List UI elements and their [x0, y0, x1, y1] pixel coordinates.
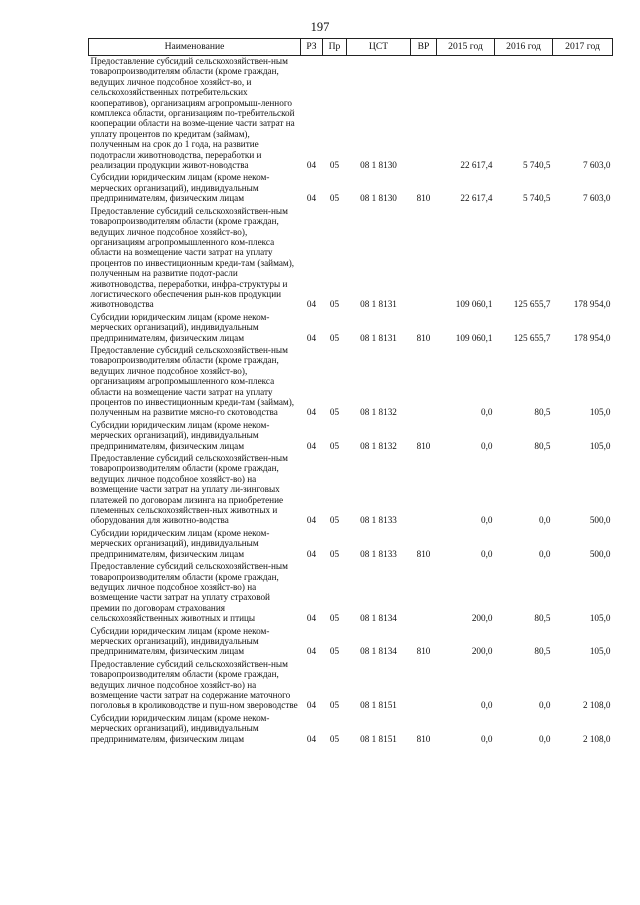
- table-row: [89, 172, 613, 205]
- row-name: Предоставление субсидий сельскохозяйствен-ным товаропроизводителям области (кроме граждан, ведущих личное подсобное хозяйст-во), организациям агропромышленного ком-плекса области на возмещение части затрат на уплату процентов по инвестиционным креди-там (займам), полученным на развитие мясно-го скотоводства: [90, 344, 295, 418]
- row-pr: 05: [329, 299, 340, 310]
- table-row: [89, 345, 613, 420]
- row-2015: 22 617,4: [460, 160, 493, 171]
- row-2017: 105,0: [589, 407, 611, 418]
- row-2017: 2 108,0: [582, 700, 611, 711]
- row-rz: 04: [306, 613, 317, 624]
- row-2015: 0,0: [481, 700, 493, 711]
- row-rz: 04: [306, 700, 317, 711]
- row-2016: 125 655,7: [513, 299, 551, 310]
- row-2017: 7 603,0: [582, 160, 611, 171]
- row-name: Предоставление субсидий сельскохозяйствен-ным товаропроизводителям области (кроме граждан, ведущих личное подсобное хозяйст-во), организациям агропромышленного ком-плекса области на возмещение части затрат на уплату процентов по инвестиционным креди-там (займам), полученным на развитие подот-расли животноводства, переработки, инфра-структуры и логистического обеспечения рын-ков продукции животноводства: [90, 205, 295, 310]
- row-cst: 08 1 8133: [360, 548, 397, 559]
- header-vr: ВР: [411, 39, 437, 56]
- row-name: Субсидии юридическим лицам (кроме неком-мерческих организаций), индивидуальным предпринимателям, физическим лицам: [90, 527, 270, 559]
- row-2015: 200,0: [471, 646, 493, 657]
- row-vr: 810: [416, 548, 431, 559]
- row-rz: 04: [306, 733, 317, 744]
- row-vr: 810: [416, 193, 431, 204]
- row-vr: [411, 206, 437, 312]
- row-cst: 08 1 8134: [360, 646, 397, 657]
- table-row: [89, 453, 613, 528]
- row-2016: 5 740,5: [522, 193, 551, 204]
- row-vr: 810: [416, 440, 431, 451]
- row-pr: 05: [329, 733, 340, 744]
- row-2016: 0,0: [539, 548, 551, 559]
- row-2017: 105,0: [589, 613, 611, 624]
- row-2015: 0,0: [481, 407, 493, 418]
- row-cst: 08 1 8132: [360, 407, 397, 418]
- row-rz: 04: [306, 332, 317, 343]
- row-2016: 80,5: [534, 613, 551, 624]
- header-2016: 2016 год: [495, 39, 553, 56]
- row-vr: 810: [416, 733, 431, 744]
- row-2015: 0,0: [481, 440, 493, 451]
- row-vr: [411, 345, 437, 420]
- table-row: [89, 56, 613, 173]
- row-cst: 08 1 8151: [360, 700, 397, 711]
- row-name: Предоставление субсидий сельскохозяйствен-ным товаропроизводителям области (кроме граждан, ведущих личное подсобное хозяйст-во, и сельскохозяйственных потребительских кооперативов), организациям агропромыш-ленного комплекса области, организациям по-требительской кооперации области на возме-щение части затрат на уплату процентов по кредитам (займам), полученным на срок до 1 года, на развитие подотрасли животноводства, переработки и реализации продукции живот-новодства: [90, 56, 295, 171]
- row-2015: 200,0: [471, 613, 493, 624]
- row-2017: 178 954,0: [573, 299, 611, 310]
- row-2015: 0,0: [481, 515, 493, 526]
- table-header-row: [89, 39, 613, 56]
- row-pr: 05: [329, 440, 340, 451]
- row-2017: 7 603,0: [582, 193, 611, 204]
- header-cst: ЦСТ: [347, 39, 411, 56]
- row-pr: 05: [329, 613, 340, 624]
- row-cst: 08 1 8131: [360, 299, 397, 310]
- row-pr: 05: [329, 332, 340, 343]
- row-rz: 04: [306, 646, 317, 657]
- row-name: Субсидии юридическим лицам (кроме неком-мерческих организаций), индивидуальным предпринимателям, физическим лицам: [90, 419, 270, 451]
- row-name: Предоставление субсидий сельскохозяйствен-ным товаропроизводителям области (кроме граждан, ведущих личное подсобное хозяйст-во) на возмещение части затрат на содержание маточного поголовья в кролиководстве и пуш-ном звероводстве: [90, 658, 298, 711]
- table-row: [89, 626, 613, 659]
- row-cst: 08 1 8151: [360, 733, 397, 744]
- row-cst: 08 1 8130: [360, 193, 397, 204]
- row-cst: 08 1 8132: [360, 440, 397, 451]
- table-row: [89, 420, 613, 453]
- row-name: Субсидии юридическим лицам (кроме неком-мерческих организаций), индивидуальным предпринимателям, физическим лицам: [90, 625, 270, 657]
- row-name: Субсидии юридическим лицам (кроме неком-мерческих организаций), индивидуальным предпринимателям, физическим лицам: [90, 311, 270, 343]
- row-cst: 08 1 8130: [360, 160, 397, 171]
- table-row: [89, 206, 613, 312]
- row-vr: 810: [416, 332, 431, 343]
- row-cst: 08 1 8131: [360, 332, 397, 343]
- row-2015: 0,0: [481, 733, 493, 744]
- row-vr: [411, 453, 437, 528]
- row-pr: 05: [329, 548, 340, 559]
- row-pr: 05: [329, 700, 340, 711]
- row-vr: [411, 659, 437, 713]
- header-2017: 2017 год: [553, 39, 613, 56]
- row-2016: 80,5: [534, 407, 551, 418]
- row-rz: 04: [306, 440, 317, 451]
- row-pr: 05: [329, 646, 340, 657]
- table-row: [89, 528, 613, 561]
- row-2017: 105,0: [589, 646, 611, 657]
- row-name: Предоставление субсидий сельскохозяйствен-ным товаропроизводителям области (кроме граждан, ведущих личное подсобное хозяйст-во) на возмещение части затрат на уплату страховой премии по договорам страхования сельскохозяйственных животных и птицы: [90, 561, 288, 624]
- row-2016: 0,0: [539, 700, 551, 711]
- row-rz: 04: [306, 515, 317, 526]
- budget-table: [88, 38, 613, 746]
- table-row: [89, 312, 613, 345]
- row-2015: 109 060,1: [455, 299, 493, 310]
- row-2015: 22 617,4: [460, 193, 493, 204]
- table-row: [89, 659, 613, 713]
- header-rz: РЗ: [301, 39, 323, 56]
- row-rz: 04: [306, 548, 317, 559]
- header-name: Наименование: [89, 39, 301, 56]
- row-name: Субсидии юридическим лицам (кроме неком-мерческих организаций), индивидуальным предпринимателям, физическим лицам: [90, 172, 270, 204]
- row-2016: 80,5: [534, 646, 551, 657]
- table-row: [89, 713, 613, 746]
- row-pr: 05: [329, 193, 340, 204]
- row-cst: 08 1 8133: [360, 515, 397, 526]
- row-rz: 04: [306, 299, 317, 310]
- row-pr: 05: [329, 407, 340, 418]
- table-row: [89, 561, 613, 625]
- row-2016: 80,5: [534, 440, 551, 451]
- row-rz: 04: [306, 193, 317, 204]
- row-vr: [411, 561, 437, 625]
- row-2017: 500,0: [589, 515, 611, 526]
- row-vr: [411, 56, 437, 173]
- header-2015: 2015 год: [437, 39, 495, 56]
- row-vr: 810: [416, 646, 431, 657]
- row-2017: 105,0: [589, 440, 611, 451]
- row-pr: 05: [329, 515, 340, 526]
- row-rz: 04: [306, 160, 317, 171]
- page-number: 197: [310, 20, 330, 34]
- row-2017: 2 108,0: [582, 733, 611, 744]
- row-cst: 08 1 8134: [360, 613, 397, 624]
- row-2017: 500,0: [589, 548, 611, 559]
- row-rz: 04: [306, 407, 317, 418]
- row-2016: 0,0: [539, 515, 551, 526]
- row-name: Субсидии юридическим лицам (кроме неком-мерческих организаций), индивидуальным предпринимателям, физическим лицам: [90, 712, 270, 744]
- row-2017: 178 954,0: [573, 332, 611, 343]
- row-2016: 5 740,5: [522, 160, 551, 171]
- row-2016: 0,0: [539, 733, 551, 744]
- row-2015: 0,0: [481, 548, 493, 559]
- row-pr: 05: [329, 160, 340, 171]
- row-name: Предоставление субсидий сельскохозяйствен-ным товаропроизводителям области (кроме граждан, ведущих личное подсобное хозяйст-во) на возмещение части затрат на уплату ли-зинговых платежей по договорам лизинга на приобретение племенных сельскохозяйствен-ных животных и оборудования для животно-водства: [90, 453, 288, 526]
- row-2016: 125 655,7: [513, 332, 551, 343]
- row-2015: 109 060,1: [455, 332, 493, 343]
- header-pr: Пр: [323, 39, 347, 56]
